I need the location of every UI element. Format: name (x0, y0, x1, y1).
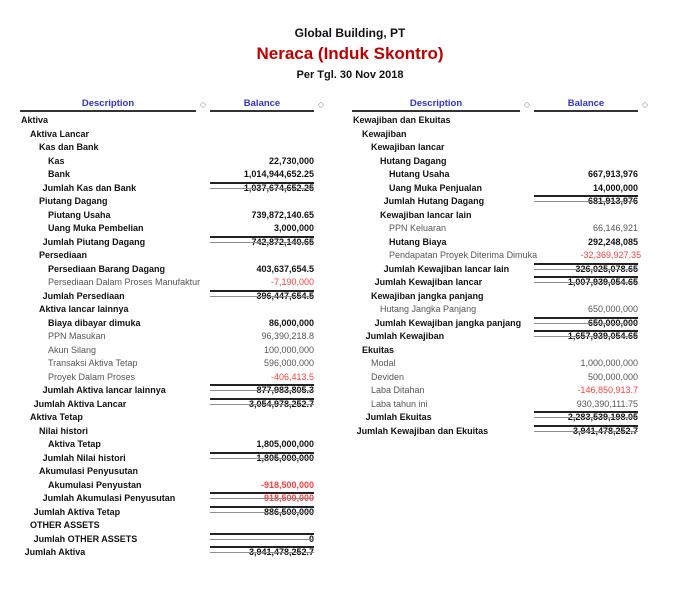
report-row (352, 128, 652, 142)
row-label: Transaksi Aktiva Tetap (48, 358, 138, 368)
assets-pane (20, 97, 328, 560)
report-row (20, 452, 328, 466)
report-row (352, 317, 652, 331)
row-label: Proyek Dalam Proses (48, 371, 136, 382)
liabilities-equity-rows (352, 114, 652, 438)
report-row (20, 236, 328, 250)
row-balance (210, 128, 314, 142)
row-balance (534, 114, 638, 128)
description-column-header[interactable]: Description (352, 98, 520, 112)
row-label: Jumlah Piutang Dagang (42, 236, 146, 247)
liabilities-equity-pane (352, 97, 652, 438)
row-label: Kewajiban dan Ekuitas (353, 115, 451, 125)
row-balance: 1,657,939,054.65 (534, 330, 638, 344)
row-label: Jumlah Kewajiban lancar (374, 277, 483, 287)
row-label: Hutang Jangka Panjang (380, 304, 477, 314)
row-label: Hutang Biaya (389, 236, 447, 247)
row-label: Jumlah Akumulasi Penyusutan (42, 493, 176, 503)
row-balance: 596,000,000 (263, 358, 314, 368)
row-balance: 66,146,921 (592, 223, 638, 233)
row-balance (210, 249, 314, 263)
row-label: Jumlah Aktiva lancar lainnya (42, 385, 166, 395)
report-row (352, 168, 652, 182)
report-row (20, 209, 328, 223)
row-balance: 2,283,539,198.05 (534, 411, 638, 425)
row-balance (534, 155, 638, 169)
report-row (352, 357, 652, 371)
report-row (352, 249, 652, 263)
report-row (352, 290, 652, 304)
report-row (352, 141, 652, 155)
column-header-row (20, 97, 328, 112)
row-balance: 100,000,000 (263, 344, 314, 355)
row-balance: -918,500,000 (260, 479, 314, 490)
row-label: Hutang Usaha (389, 169, 450, 179)
row-balance: 396,447,654.5 (210, 290, 314, 304)
assets-rows (20, 114, 328, 560)
row-label: Jumlah OTHER ASSETS (33, 533, 138, 544)
report-row (20, 290, 328, 304)
row-label: Laba Ditahan (371, 385, 425, 395)
row-label: Jumlah Kewajiban lancar lain (383, 263, 510, 274)
row-balance (210, 141, 314, 155)
row-balance (534, 344, 638, 358)
row-label: Pendapatan Proyek Diterima Dimuka (389, 250, 538, 260)
row-label: Jumlah Aktiva (24, 547, 86, 557)
report-row (352, 182, 652, 196)
sort-diamond-icon[interactable]: ◇ (523, 100, 531, 109)
report-row (20, 114, 328, 128)
report-row (20, 168, 328, 182)
report-row (20, 182, 328, 196)
row-label: Akumulasi Penyusutan (39, 466, 139, 476)
row-label: Kas dan Bank (39, 142, 99, 152)
row-label: OTHER ASSETS (30, 520, 100, 530)
report-row (20, 249, 328, 263)
row-balance: -7,190,000 (270, 277, 314, 287)
report-row (352, 384, 652, 398)
row-label: Jumlah Kewajiban (365, 331, 445, 341)
report-row (352, 222, 652, 236)
report-row (352, 425, 652, 439)
row-balance: 1,805,000,000 (256, 439, 314, 449)
report-row (20, 141, 328, 155)
report-row (20, 398, 328, 412)
row-balance: -32,369,927.35 (580, 250, 642, 260)
row-label: Uang Muka Pembelian (48, 223, 144, 233)
row-balance: 22,730,000 (268, 155, 314, 166)
description-column-header[interactable]: Description (20, 98, 196, 112)
row-label: Persediaan Dalam Proses Manufaktur (48, 277, 201, 287)
row-label: Jumlah Hutang Dagang (383, 196, 485, 206)
report-row (20, 357, 328, 371)
row-label: Jumlah Persediaan (42, 290, 125, 301)
row-balance: 96,390,218.8 (261, 331, 314, 341)
row-label: Jumlah Ekuitas (365, 412, 432, 422)
report-row (20, 276, 328, 290)
report-period: Per Tgl. 30 Nov 2018 (296, 69, 404, 81)
report-row (20, 546, 328, 560)
row-balance: 403,637,654.5 (256, 263, 314, 274)
row-balance: 86,000,000 (268, 317, 314, 328)
row-label: Aktiva (21, 115, 49, 125)
row-balance: 500,000,000 (587, 371, 638, 382)
row-balance: 14,000,000 (592, 182, 638, 193)
row-label: Deviden (371, 371, 405, 382)
row-balance: 3,941,478,252.7 (534, 425, 638, 439)
row-balance: 650,000,000 (534, 317, 638, 331)
row-label: Aktiva Tetap (48, 439, 101, 449)
row-balance: -406,413.5 (270, 371, 314, 382)
report-row (20, 384, 328, 398)
row-label: Jumlah Aktiva Tetap (33, 506, 121, 517)
row-label: Bank (48, 169, 71, 179)
row-balance: 667,913,976 (587, 169, 638, 179)
row-balance: 886,500,000 (210, 506, 314, 520)
row-balance (210, 411, 314, 425)
report-row (20, 438, 328, 452)
report-row (20, 371, 328, 385)
row-label: Akun Silang (48, 344, 97, 355)
row-label: Kas (48, 155, 65, 166)
row-balance: 0 (210, 533, 314, 547)
report-row (20, 263, 328, 277)
row-balance (210, 425, 314, 439)
balance-column-header[interactable]: Balance (210, 98, 314, 112)
report-row (352, 155, 652, 169)
row-label: Uang Muka Penjualan (389, 182, 483, 193)
report-row (352, 330, 652, 344)
row-balance (534, 209, 638, 223)
row-balance: 681,913,976 (534, 195, 638, 209)
report-row (20, 317, 328, 331)
row-balance: 326,025,078.65 (534, 263, 638, 277)
row-label: Jumlah Kewajiban jangka panjang (374, 317, 522, 328)
report-row (20, 519, 328, 533)
row-label: Biaya dibayar dimuka (48, 317, 141, 328)
row-label: Modal (371, 358, 396, 368)
row-balance: 1,805,000,000 (210, 452, 314, 466)
report-row (20, 195, 328, 209)
report-row (352, 114, 652, 128)
row-balance (534, 141, 638, 155)
row-label: Aktiva Tetap (30, 412, 83, 422)
report-row (352, 263, 652, 277)
report-row (20, 330, 328, 344)
row-label: PPN Masukan (48, 331, 106, 341)
row-balance: -918,500,000 (210, 492, 314, 506)
row-balance (210, 114, 314, 128)
row-label: Nilai histori (39, 425, 89, 436)
sort-diamond-icon[interactable]: ◇ (641, 100, 649, 109)
report-row (20, 425, 328, 439)
report-row (352, 195, 652, 209)
sort-diamond-icon[interactable]: ◇ (317, 100, 325, 109)
row-label: Kewajiban (362, 128, 407, 139)
report-row (20, 222, 328, 236)
report-row (352, 236, 652, 250)
row-label: Piutang Dagang (39, 196, 108, 206)
row-label: Kewajiban lancar lain (380, 209, 472, 220)
balance-column-header[interactable]: Balance (534, 98, 638, 112)
column-header-row (352, 97, 652, 112)
report-row (352, 276, 652, 290)
row-balance: 1,007,939,054.65 (534, 276, 638, 290)
report-row (20, 479, 328, 493)
row-label: Kewajiban jangka panjang (371, 290, 484, 301)
row-balance: 650,000,000 (587, 304, 638, 314)
report-row (352, 344, 652, 358)
row-balance (210, 519, 314, 533)
report-row (352, 303, 652, 317)
row-label: Jumlah Kas dan Bank (42, 182, 137, 193)
row-balance: 1,014,944,652.25 (243, 169, 314, 179)
report-row (352, 209, 652, 223)
report-row (20, 155, 328, 169)
row-label: Persediaan (39, 250, 88, 260)
row-label: Jumlah Aktiva Lancar (33, 398, 127, 409)
report-row (20, 506, 328, 520)
report-title: Neraca (Induk Skontro) (256, 44, 444, 63)
row-label: Laba tahun ini (371, 398, 428, 409)
report-row (20, 411, 328, 425)
row-label: Persediaan Barang Dagang (48, 263, 166, 274)
row-label: PPN Keluaran (389, 223, 447, 233)
report-row (20, 344, 328, 358)
report-row (20, 533, 328, 547)
row-balance (534, 290, 638, 304)
row-balance: 292,248,085 (587, 236, 638, 247)
report-row (20, 303, 328, 317)
row-label: Jumlah Kewajiban dan Ekuitas (356, 425, 489, 436)
row-balance: 739,872,140.65 (251, 209, 314, 220)
row-label: Ekuitas (362, 344, 395, 355)
report-row (20, 492, 328, 506)
report-row (352, 371, 652, 385)
row-balance: 3,941,478,252.7 (210, 546, 314, 560)
row-balance: 1,000,000,000 (580, 358, 638, 368)
row-label: Piutang Usaha (48, 209, 111, 220)
report-row (352, 398, 652, 412)
report-row (352, 411, 652, 425)
row-label: Aktiva Lancar (30, 128, 90, 139)
sort-diamond-icon[interactable]: ◇ (199, 100, 207, 109)
row-balance: -146,850,913.7 (577, 385, 638, 395)
row-balance (534, 128, 638, 142)
row-label: Kewajiban lancar (371, 142, 445, 152)
row-balance (210, 303, 314, 317)
row-label: Akumulasi Penyustan (48, 479, 142, 490)
row-balance (210, 195, 314, 209)
row-balance: 742,872,140.65 (210, 236, 314, 250)
row-balance: 3,000,000 (273, 223, 314, 233)
company-name: Global Building, PT (294, 26, 406, 40)
report-row (20, 465, 328, 479)
row-balance: 930,390,111.75 (576, 398, 638, 409)
row-label: Aktiva lancar lainnya (39, 304, 129, 314)
report-header (0, 26, 700, 81)
row-label: Jumlah Nilai histori (42, 452, 126, 463)
row-balance: 3,054,978,252.7 (210, 398, 314, 412)
row-label: Hutang Dagang (380, 155, 447, 166)
row-balance (210, 465, 314, 479)
row-balance: 1,037,674,652.25 (210, 182, 314, 196)
row-balance: 877,983,805.3 (210, 384, 314, 398)
report-row (20, 128, 328, 142)
